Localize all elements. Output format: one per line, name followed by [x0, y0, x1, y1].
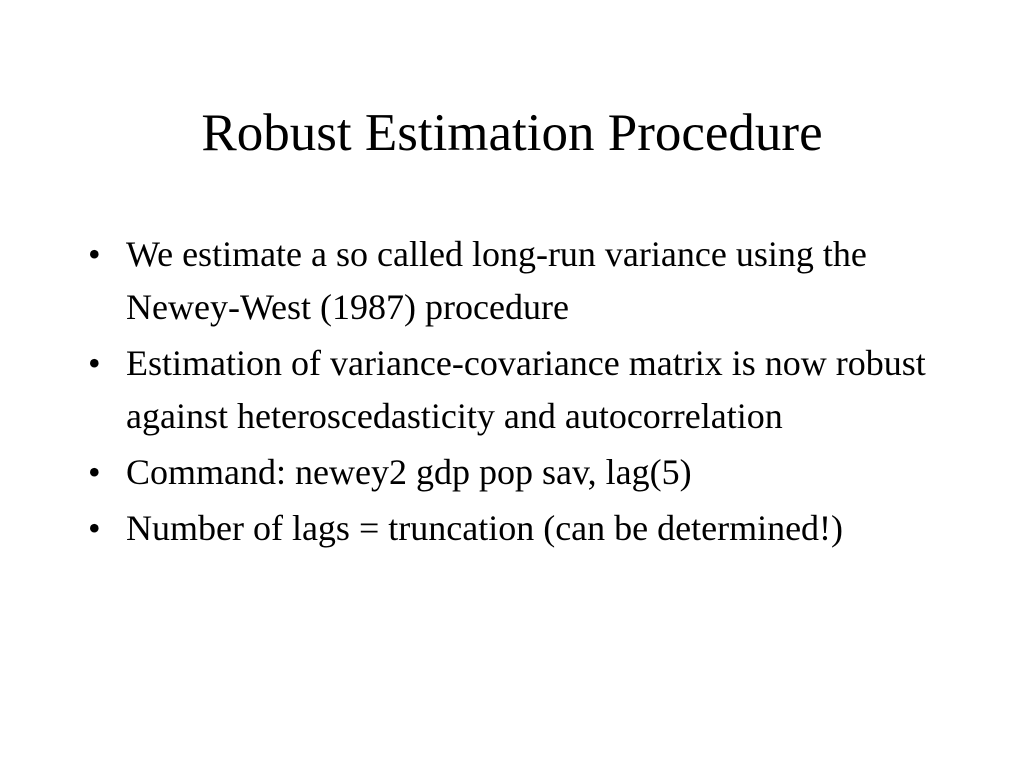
bullet-icon: • — [88, 452, 101, 492]
bullet-item — [88, 446, 948, 499]
bullet-text: Command: newey2 gdp pop sav, lag(5) — [126, 452, 692, 492]
bullet-icon: • — [88, 343, 101, 383]
bullet-icon: • — [88, 234, 101, 274]
bullet-list — [88, 228, 948, 558]
bullet-icon: • — [88, 508, 101, 548]
slide-title: Robust Estimation Procedure — [201, 104, 823, 162]
bullet-item — [88, 502, 948, 555]
bullet-item — [88, 337, 948, 443]
bullet-text: We estimate a so called long-run variance using the Newey-West (1987) procedure — [126, 234, 867, 327]
bullet-text: Number of lags = truncation (can be determined!) — [126, 508, 844, 548]
bullet-item — [88, 228, 948, 334]
bullet-text: Estimation of variance-covariance matrix is now robust against heteroscedasticity and autocorrelation — [126, 343, 926, 436]
